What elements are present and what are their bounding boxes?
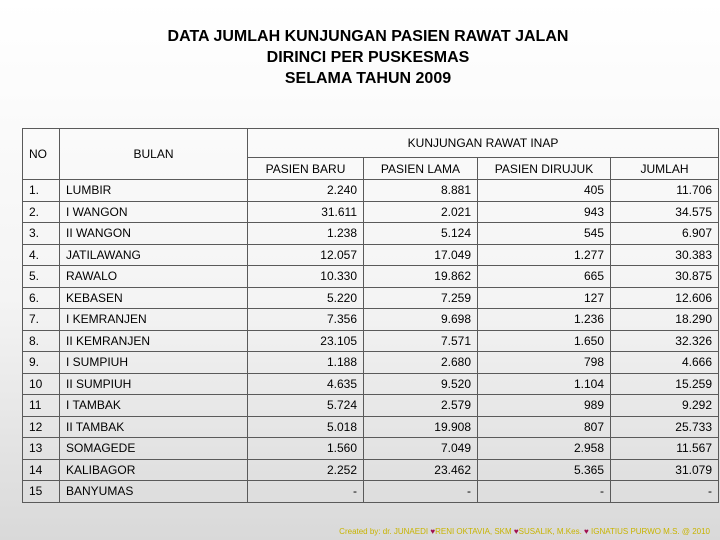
cell-pasien-baru: - (248, 481, 364, 503)
header-row-1 (23, 129, 719, 158)
credit-prefix: Created by: dr. JUNAEDI (339, 527, 429, 536)
cell-pasien-dirujuk: 5.365 (478, 459, 611, 481)
cell-pasien-baru: 10.330 (248, 266, 364, 288)
cell-pasien-lama: 2.021 (364, 201, 478, 223)
cell-pasien-baru: 1.560 (248, 438, 364, 460)
cell-no: 1. (23, 180, 60, 202)
table-row (23, 309, 719, 331)
cell-pasien-dirujuk: 1.104 (478, 373, 611, 395)
cell-pasien-lama: 23.462 (364, 459, 478, 481)
credit-name-2: RENI OKTAVIA, SKM (435, 527, 512, 536)
cell-no: 5. (23, 266, 60, 288)
cell-pasien-lama: 9.698 (364, 309, 478, 331)
cell-jumlah: 11.706 (611, 180, 719, 202)
cell-no: 14 (23, 459, 60, 481)
cell-pasien-baru: 1.188 (248, 352, 364, 374)
cell-pasien-dirujuk: 798 (478, 352, 611, 374)
cell-pasien-lama: 7.259 (364, 287, 478, 309)
cell-no: 3. (23, 223, 60, 245)
cell-puskesmas: RAWALO (60, 266, 248, 288)
cell-pasien-dirujuk: 807 (478, 416, 611, 438)
title-line-3: SELAMA TAHUN 2009 (284, 70, 452, 87)
cell-puskesmas: I WANGON (60, 201, 248, 223)
cell-jumlah: 30.875 (611, 266, 719, 288)
cell-puskesmas: BANYUMAS (60, 481, 248, 503)
cell-puskesmas: SOMAGEDE (60, 438, 248, 460)
cell-puskesmas: I SUMPIUH (60, 352, 248, 374)
table-row (23, 287, 719, 309)
cell-no: 11 (23, 395, 60, 417)
cell-pasien-dirujuk: 405 (478, 180, 611, 202)
cell-jumlah: 18.290 (611, 309, 719, 331)
cell-pasien-dirujuk: 1.277 (478, 244, 611, 266)
cell-pasien-lama: 8.881 (364, 180, 478, 202)
cell-puskesmas: I TAMBAK (60, 395, 248, 417)
cell-jumlah: 25.733 (611, 416, 719, 438)
cell-puskesmas: II SUMPIUH (60, 373, 248, 395)
header-pasien-lama: PASIEN LAMA (364, 158, 478, 180)
cell-pasien-baru: 4.635 (248, 373, 364, 395)
cell-pasien-dirujuk: 545 (478, 223, 611, 245)
header-jumlah: JUMLAH (611, 158, 719, 180)
heart-icon: ♥ (513, 527, 519, 536)
cell-pasien-dirujuk: - (478, 481, 611, 503)
table-row (23, 416, 719, 438)
cell-pasien-baru: 12.057 (248, 244, 364, 266)
credit-name-4: IGNATIUS PURWO M.S. @ 2010 (591, 527, 710, 536)
table-row (23, 459, 719, 481)
cell-pasien-lama: 17.049 (364, 244, 478, 266)
cell-pasien-baru: 5.220 (248, 287, 364, 309)
cell-jumlah: 4.666 (611, 352, 719, 374)
cell-pasien-lama: 7.571 (364, 330, 478, 352)
cell-puskesmas: JATILAWANG (60, 244, 248, 266)
cell-pasien-baru: 7.356 (248, 309, 364, 331)
cell-pasien-baru: 5.724 (248, 395, 364, 417)
cell-puskesmas: I KEMRANJEN (60, 309, 248, 331)
cell-pasien-baru: 31.611 (248, 201, 364, 223)
cell-pasien-dirujuk: 1.236 (478, 309, 611, 331)
cell-no: 15 (23, 481, 60, 503)
cell-pasien-lama: 19.862 (364, 266, 478, 288)
cell-pasien-lama: 5.124 (364, 223, 478, 245)
table-row (23, 352, 719, 374)
credit-name-3: SUSALIK, M.Kes. (518, 527, 582, 536)
cell-pasien-lama: 7.049 (364, 438, 478, 460)
cell-no: 12 (23, 416, 60, 438)
cell-pasien-dirujuk: 665 (478, 266, 611, 288)
table-row (23, 438, 719, 460)
cell-pasien-baru: 1.238 (248, 223, 364, 245)
table-row (23, 373, 719, 395)
table-row (23, 201, 719, 223)
cell-no: 9. (23, 352, 60, 374)
cell-puskesmas: LUMBIR (60, 180, 248, 202)
credits-footer (0, 527, 710, 536)
table-row (23, 223, 719, 245)
cell-no: 7. (23, 309, 60, 331)
header-kunjungan-rawat-inap: KUNJUNGAN RAWAT INAP (248, 129, 719, 158)
cell-jumlah: 32.326 (611, 330, 719, 352)
cell-puskesmas: II TAMBAK (60, 416, 248, 438)
table-row (23, 244, 719, 266)
cell-pasien-baru: 5.018 (248, 416, 364, 438)
header-pasien-dirujuk: PASIEN DIRUJUK (478, 158, 611, 180)
header-no: NO (23, 129, 60, 180)
cell-jumlah: 11.567 (611, 438, 719, 460)
cell-pasien-dirujuk: 2.958 (478, 438, 611, 460)
cell-no: 13 (23, 438, 60, 460)
cell-pasien-lama: 2.680 (364, 352, 478, 374)
cell-pasien-lama: 2.579 (364, 395, 478, 417)
cell-pasien-lama: 9.520 (364, 373, 478, 395)
table-row (23, 395, 719, 417)
table-row (23, 266, 719, 288)
cell-no: 8. (23, 330, 60, 352)
header-bulan: BULAN (60, 129, 248, 180)
table-row (23, 180, 719, 202)
visits-table (22, 128, 719, 503)
cell-jumlah: 9.292 (611, 395, 719, 417)
cell-pasien-dirujuk: 1.650 (478, 330, 611, 352)
cell-puskesmas: II KEMRANJEN (60, 330, 248, 352)
cell-pasien-dirujuk: 127 (478, 287, 611, 309)
cell-pasien-baru: 2.240 (248, 180, 364, 202)
cell-pasien-dirujuk: 943 (478, 201, 611, 223)
heart-icon: ♥ (430, 527, 436, 536)
cell-jumlah: 34.575 (611, 201, 719, 223)
cell-no: 4. (23, 244, 60, 266)
cell-jumlah: 12.606 (611, 287, 719, 309)
cell-pasien-dirujuk: 989 (478, 395, 611, 417)
cell-jumlah: 31.079 (611, 459, 719, 481)
cell-puskesmas: KEBASEN (60, 287, 248, 309)
cell-pasien-lama: 19.908 (364, 416, 478, 438)
heart-icon: ♥ (584, 527, 589, 536)
cell-no: 6. (23, 287, 60, 309)
cell-no: 10 (23, 373, 60, 395)
cell-jumlah: 30.383 (611, 244, 719, 266)
cell-pasien-lama: - (364, 481, 478, 503)
cell-pasien-baru: 2.252 (248, 459, 364, 481)
title-line-2: DIRINCI PER PUSKESMAS (266, 49, 470, 66)
cell-puskesmas: KALIBAGOR (60, 459, 248, 481)
cell-no: 2. (23, 201, 60, 223)
cell-pasien-baru: 23.105 (248, 330, 364, 352)
cell-jumlah: 6.907 (611, 223, 719, 245)
title-line-1: DATA JUMLAH KUNJUNGAN PASIEN RAWAT JALAN (167, 28, 569, 45)
page-title (0, 26, 720, 89)
table-row (23, 481, 719, 503)
cell-jumlah: - (611, 481, 719, 503)
table-row (23, 330, 719, 352)
cell-puskesmas: II WANGON (60, 223, 248, 245)
cell-jumlah: 15.259 (611, 373, 719, 395)
header-pasien-baru: PASIEN BARU (248, 158, 364, 180)
